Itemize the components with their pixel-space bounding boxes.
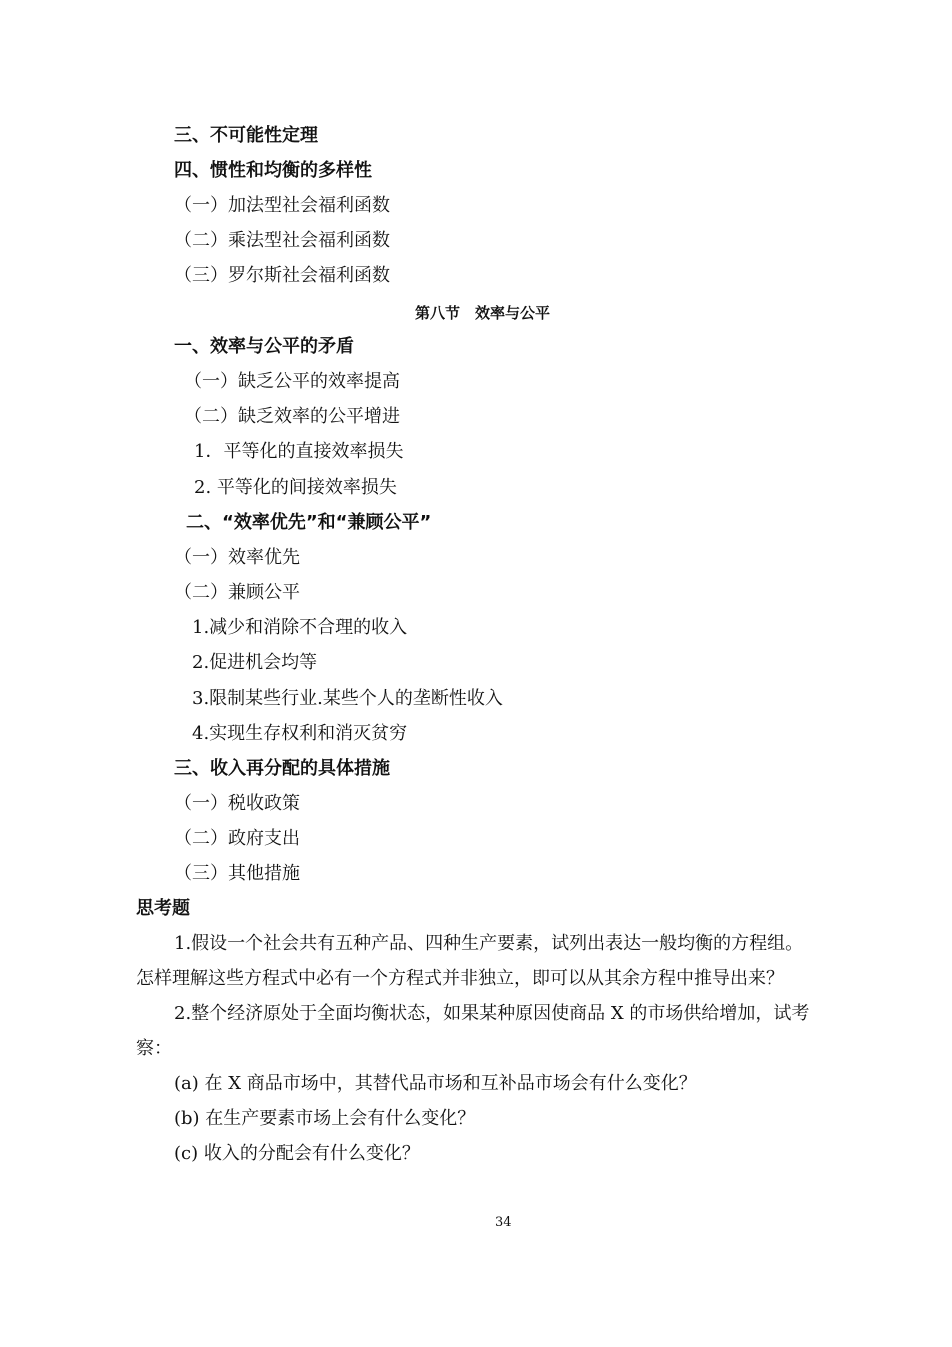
- list-item: （一）效率优先: [174, 547, 300, 568]
- list-item: 2. 平等化的间接效率损失: [194, 477, 397, 498]
- question-2-part-c: (c) 收入的分配会有什么变化？: [174, 1143, 420, 1164]
- list-item: 1.减少和消除不合理的收入: [192, 617, 408, 638]
- question-1-line-1: 1.假设一个社会共有五种产品、四种生产要素，试列出表达一般均衡的方程组。: [174, 933, 804, 954]
- list-item: 2.促进机会均等: [192, 652, 318, 673]
- heading-efficiency-equity-conflict: 一、效率与公平的矛盾: [174, 336, 354, 357]
- questions-heading: 思考题: [136, 898, 190, 919]
- question-2-line-1: 2.整个经济原处于全面均衡状态，如果某种原因使商品 X 的市场供给增加，试考: [174, 1003, 810, 1024]
- list-item: 1．平等化的直接效率损失: [194, 441, 404, 462]
- heading-redistribution-measures: 三、收入再分配的具体措施: [174, 758, 390, 779]
- section-title: 第八节 效率与公平: [415, 304, 551, 322]
- question-2-line-2: 察：: [136, 1038, 172, 1059]
- list-item: （三）其他措施: [174, 863, 300, 884]
- list-item: （一）缺乏公平的效率提高: [184, 371, 400, 392]
- list-item: （一）加法型社会福利函数: [174, 195, 390, 216]
- page-number: 34: [495, 1215, 512, 1230]
- list-item: （二）政府支出: [174, 828, 300, 849]
- list-item: （一）税收政策: [174, 793, 300, 814]
- question-2-part-a: (a) 在 X 商品市场中，其替代品市场和互补品市场会有什么变化？: [174, 1073, 697, 1094]
- heading-impossibility-theorem: 三、不可能性定理: [174, 125, 318, 146]
- question-2-part-b: (b) 在生产要素市场上会有什么变化？: [174, 1108, 476, 1129]
- list-item: （二）兼顾公平: [174, 582, 300, 603]
- question-1-line-2: 怎样理解这些方程式中必有一个方程式并非独立，即可以从其余方程中推导出来？: [136, 968, 784, 989]
- list-item: 3.限制某些行业.某些个人的垄断性收入: [192, 688, 503, 709]
- list-item: （二）乘法型社会福利函数: [174, 230, 390, 251]
- list-item: （二）缺乏效率的公平增进: [184, 406, 400, 427]
- list-item: 4.实现生存权利和消灭贫穷: [192, 723, 408, 744]
- heading-efficiency-first: 二、“效率优先”和“兼顾公平”: [186, 512, 432, 533]
- list-item: （三）罗尔斯社会福利函数: [174, 265, 390, 286]
- heading-inertia-diversity: 四、惯性和均衡的多样性: [174, 160, 372, 181]
